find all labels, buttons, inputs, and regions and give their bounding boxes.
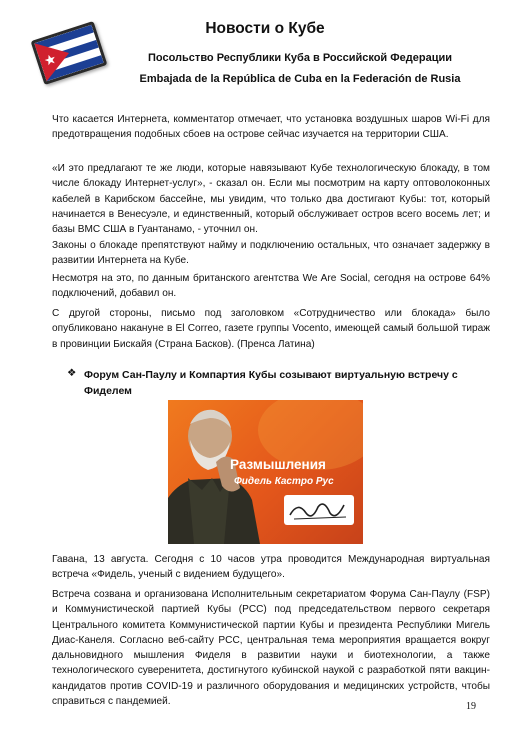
section-heading: Форум Сан-Паулу и Компартия Кубы созывают виртуальную встречу с Фиделем (84, 369, 458, 397)
subtitle-russian: Посольство Республики Куба в Российской Федерации (148, 52, 452, 64)
paragraph-blockade-laws: Законы о блокаде препятствуют найму и подключению остальных, что означает задержку в развитии Интернета на Кубе. (52, 240, 490, 267)
page-title: Новости о Кубе (205, 20, 325, 37)
paragraph-connections: Несмотря на это, по данным британского агентства We Are Social, сегодня на острове 64% подключений, добавил он. (52, 273, 490, 300)
paragraph-forum-details: Встреча созвана и организована Исполнительным секретариатом Форума Сан-Паулу (FSP) и Коммунистической партией Кубы (PCC) под председательством первого секретаря Центрального комитета Коммунистической партии Кубы и президента Республики Мигель Диас-Канеля. Согласно веб-сайту PCC, центральная тема мероприятия вращается вокруг дальновидного мышления Фиделя в развитии науки и биотехнологии, а также технологического суверенитета, достигнутого кубинской наукой с разработкой пяти вакцин-кандидатов против COVID-19 и различного оборудования и медицинских устройств, чтобы справиться с пандемией. (52, 589, 490, 708)
image-caption-name: Фидель Кастро Рус (234, 476, 334, 487)
paragraph-letter: С другой стороны, письмо под заголовком «Сотрудничество или блокада» было опубликовано накануне в El Correo, газете группы Vocento, имеющей самый большой тираж в провинции Бискайя (Страна Басков). (Пренса Латина) (52, 308, 490, 350)
paragraph-internet-balloons: Что касается Интернета, комментатор отмечает, что установка воздушных шаров Wi-Fi для предотвращения подобных сбоев на острове сейчас изучается на территории США. (52, 114, 490, 141)
signature-mark (284, 495, 354, 525)
paragraph-blockade-quote: «И это предлагают те же люди, которые навязывают Кубе технологическую блокаду, в том числе блокаду Интернет-услуг», - сказал он. Если мы посмотрим на карту оптоволоконных кабелей в Карибском бассейне, мы увидим, что только два достигают Кубы: тот, который начинается в Венесуэле, и единственный, который обслуживает остров всего восемь лет; и базы ВМС США в Гуантанамо, - уточнил он. (52, 163, 490, 236)
bullet-icon: ❖ (67, 367, 77, 379)
paragraph-havana-meeting: Гавана, 13 августа. Сегодня с 10 часов утра проводится Международная виртуальная встреча «Фидель, ученый с видением будущего». (52, 554, 490, 581)
subtitle-spanish: Embajada de la República de Cuba en la Federación de Rusia (139, 73, 461, 85)
image-caption-reflections: Размышления (230, 457, 326, 472)
reflections-image (168, 400, 363, 544)
page-number: 19 (466, 701, 476, 712)
